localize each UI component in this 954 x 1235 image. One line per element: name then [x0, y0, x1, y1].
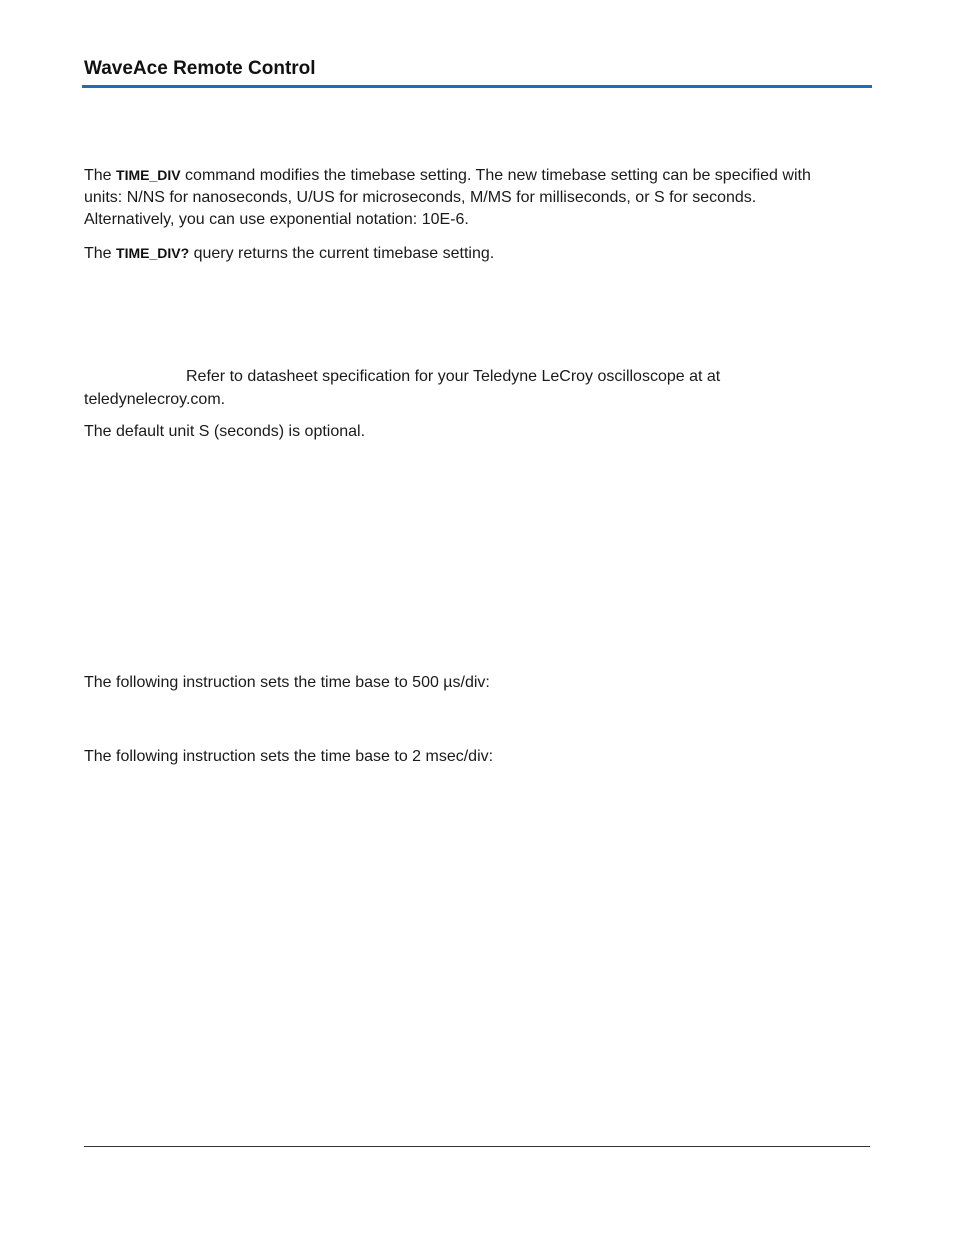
- command-name: TIME_DIV: [116, 167, 181, 183]
- description-line-1: [84, 164, 811, 187]
- text-fragment: The: [84, 245, 117, 262]
- description-line-2: units: N/NS for nanoseconds, U/US for microseconds, M/MS for milliseconds, or S for seconds.: [84, 189, 757, 206]
- text-fragment: query returns the current timebase setting.: [189, 245, 495, 262]
- header-divider: [82, 85, 872, 88]
- query-name: TIME_DIV?: [116, 245, 190, 261]
- default-unit-note: The default unit S (seconds) is optional.: [84, 423, 366, 440]
- query-description: [84, 242, 494, 265]
- text-fragment: The: [84, 167, 117, 184]
- example-2-text: The following instruction sets the time base to 2 msec/div:: [84, 748, 494, 765]
- description-line-3: Alternatively, you can use exponential notation: 10E-6.: [84, 211, 469, 228]
- text-fragment: command modifies the timebase setting. The new timebase setting can be specified with: [180, 167, 811, 184]
- example-1-text: The following instruction sets the time base to 500 µs/div:: [84, 674, 490, 691]
- footer-divider: [84, 1146, 870, 1147]
- range-note-line-1: Refer to datasheet specification for your Teledyne LeCroy oscilloscope at at: [186, 368, 721, 385]
- range-note-line-2: teledynelecroy.com.: [84, 391, 226, 408]
- page-header-title: WaveAce Remote Control: [84, 58, 316, 79]
